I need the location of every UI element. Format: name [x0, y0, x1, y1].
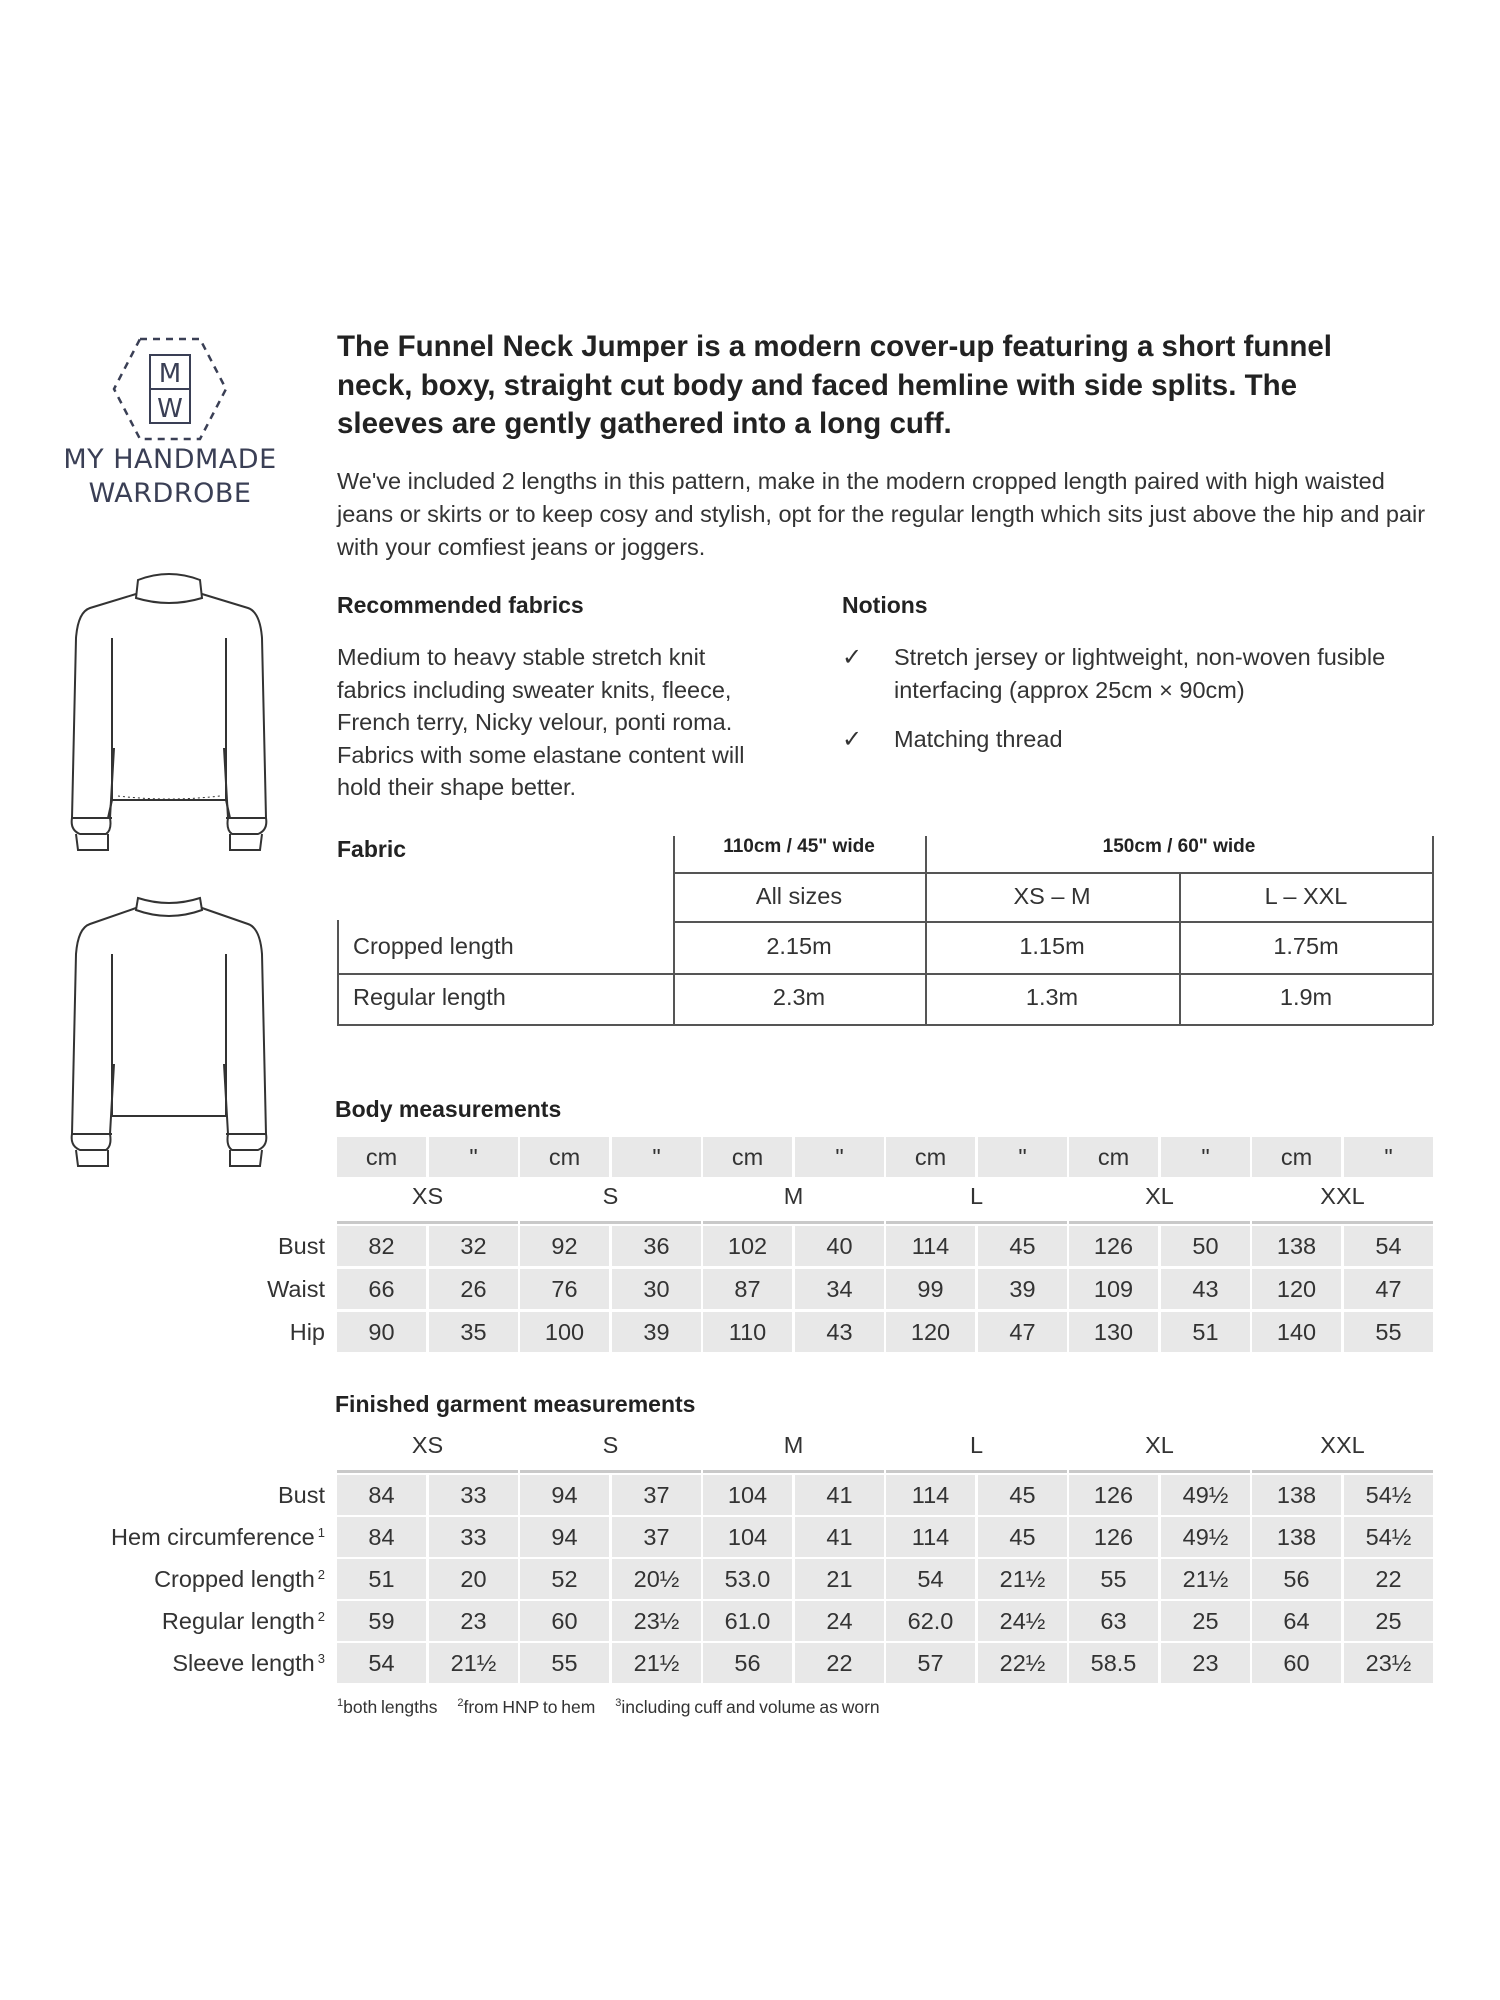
- divider: [925, 836, 927, 1025]
- measurement-cell: 92: [520, 1226, 609, 1266]
- unit-header: ": [1344, 1137, 1433, 1177]
- size-underline: [520, 1221, 701, 1224]
- unit-header: cm: [1252, 1137, 1341, 1177]
- row-label: Sleeve length $^3$: [172, 1650, 325, 1676]
- monogram-w: W: [157, 394, 183, 424]
- measurement-cell: 55: [1069, 1559, 1158, 1599]
- measurement-cell: 21½: [1161, 1559, 1250, 1599]
- measurement-cell: 43: [795, 1312, 884, 1352]
- fabric-requirements-table: [337, 836, 1433, 1026]
- fabric-value: 1.3m: [1025, 984, 1079, 1010]
- fabric-label: Fabric: [337, 836, 407, 862]
- measurement-cell: 50: [1161, 1226, 1250, 1266]
- measurement-cell: 84: [337, 1475, 426, 1515]
- measurement-cell: 45: [978, 1475, 1067, 1515]
- measurement-cell: 22½: [978, 1643, 1067, 1683]
- measurement-cell: 32: [429, 1226, 518, 1266]
- measurement-cell: 51: [1161, 1312, 1250, 1352]
- size-header-xxl: XXL: [1320, 1432, 1365, 1458]
- monogram-m: M: [158, 359, 182, 389]
- measurement-cell: 55: [1344, 1312, 1433, 1352]
- measurement-cell: 21½: [612, 1643, 701, 1683]
- size-underline: [703, 1221, 884, 1224]
- measurement-cell: 53.0: [703, 1559, 792, 1599]
- row-label-regular: Regular length: [353, 984, 506, 1010]
- footnote-2: $^2$from HNP to hem: [457, 1697, 596, 1717]
- divider: [673, 836, 675, 1025]
- notion-item: [842, 641, 1442, 706]
- measurement-cell: 60: [1252, 1643, 1341, 1683]
- row-label: Hem circumference $^1$: [111, 1524, 325, 1550]
- measurement-cell: 47: [978, 1312, 1067, 1352]
- notions-heading: Notions: [842, 592, 928, 618]
- recommended-fabrics-heading: Recommended fabrics: [337, 592, 584, 618]
- fabric-value: 1.15m: [1019, 933, 1085, 959]
- measurement-cell: 24½: [978, 1601, 1067, 1641]
- measurement-cell: 138: [1252, 1517, 1341, 1557]
- measurement-cell: 40: [795, 1226, 884, 1266]
- measurement-cell: 63: [1069, 1601, 1158, 1641]
- front-view-sketch-icon: [68, 568, 270, 868]
- measurement-cell: 66: [337, 1269, 426, 1309]
- measurement-cell: 138: [1252, 1226, 1341, 1266]
- measurement-cell: 126: [1069, 1226, 1158, 1266]
- measurement-cell: 94: [520, 1517, 609, 1557]
- measurement-cell: 23: [429, 1601, 518, 1641]
- measurement-cell: 99: [886, 1269, 975, 1309]
- measurement-cell: 130: [1069, 1312, 1158, 1352]
- measurement-cell: 110: [703, 1312, 792, 1352]
- unit-header: ": [612, 1137, 701, 1177]
- size-header-xs: XS: [411, 1432, 444, 1458]
- measurement-cell: 49½: [1161, 1517, 1250, 1557]
- unit-header: ": [429, 1137, 518, 1177]
- measurement-cell: 104: [703, 1517, 792, 1557]
- row-label: Regular length $^2$: [161, 1608, 325, 1634]
- measurement-cell: 41: [795, 1517, 884, 1557]
- measurement-cell: 21: [795, 1559, 884, 1599]
- measurement-cell: 90: [337, 1312, 426, 1352]
- row-label: Waist: [267, 1276, 325, 1302]
- measurement-cell: 54: [886, 1559, 975, 1599]
- divider: [337, 973, 1433, 975]
- size-underline: [337, 1221, 518, 1224]
- measurement-cell: 56: [703, 1643, 792, 1683]
- size-header-xs: XS: [411, 1183, 444, 1209]
- measurement-cell: 100: [520, 1312, 609, 1352]
- measurement-cell: 87: [703, 1269, 792, 1309]
- divider: [673, 872, 1433, 874]
- measurement-cell: 39: [978, 1269, 1067, 1309]
- measurement-cell: 23½: [612, 1601, 701, 1641]
- measurement-cell: 24: [795, 1601, 884, 1641]
- row-label: Bust: [277, 1233, 325, 1259]
- width-150-header: 150cm / 60" wide: [1102, 836, 1256, 857]
- size-underline: [520, 1470, 701, 1473]
- measurement-cell: 39: [612, 1312, 701, 1352]
- measurement-cell: 23½: [1344, 1643, 1433, 1683]
- brand-name-line1: MY HANDMADE: [63, 444, 277, 475]
- measurement-cell: 49½: [1161, 1475, 1250, 1515]
- measurement-cell: 56: [1252, 1559, 1341, 1599]
- measurement-cell: 114: [886, 1475, 975, 1515]
- recommended-fabrics-text: Medium to heavy stable stretch knit fabrics including sweater knits, fleece, French terry, Nicky velour, ponti roma. Fabrics with some elastane content will hold their shape better.: [337, 644, 745, 800]
- unit-header: cm: [886, 1137, 975, 1177]
- unit-header: ": [978, 1137, 1067, 1177]
- check-icon: ✓: [842, 725, 863, 753]
- measurement-cell: 82: [337, 1226, 426, 1266]
- measurement-cell: 20: [429, 1559, 518, 1599]
- size-underline: [1069, 1470, 1250, 1473]
- divider: [673, 921, 1433, 923]
- measurement-cell: 54½: [1344, 1475, 1433, 1515]
- notion-text: Matching thread: [894, 726, 1063, 752]
- size-header-xxl: XXL: [1320, 1183, 1365, 1209]
- measurement-cell: 21½: [429, 1643, 518, 1683]
- size-underline: [1252, 1221, 1433, 1224]
- measurement-cell: 22: [1344, 1559, 1433, 1599]
- measurement-cell: 84: [337, 1517, 426, 1557]
- divider: [1179, 872, 1181, 1025]
- size-xs-m: XS – M: [1013, 883, 1091, 909]
- measurement-cell: 22: [795, 1643, 884, 1683]
- check-icon: ✓: [842, 643, 863, 671]
- measurement-cell: 51: [337, 1559, 426, 1599]
- measurement-cell: 34: [795, 1269, 884, 1309]
- measurement-cell: 35: [429, 1312, 518, 1352]
- headline: The Funnel Neck Jumper is a modern cover-up featuring a short funnel neck, boxy, straight cut body and faced hemline with side splits. The sleeves are gently gathered into a long cuff.: [337, 330, 1332, 440]
- measurement-cell: 55: [520, 1643, 609, 1683]
- width-110-header: 110cm / 45" wide: [723, 836, 875, 857]
- measurement-cell: 109: [1069, 1269, 1158, 1309]
- row-label: Hip: [289, 1319, 325, 1345]
- measurement-cell: 21½: [978, 1559, 1067, 1599]
- measurement-cell: 36: [612, 1226, 701, 1266]
- size-underline: [337, 1470, 518, 1473]
- intro-paragraph: We've included 2 lengths in this pattern, make in the modern cropped length paired with high waisted jeans or skirts or to keep cosy and stylish, opt for the regular length which sits just above the hip and pair with your comfiest jeans or joggers.: [337, 468, 1426, 560]
- measurement-cell: 37: [612, 1517, 701, 1557]
- measurement-cell: 57: [886, 1643, 975, 1683]
- measurement-cell: 138: [1252, 1475, 1341, 1515]
- size-underline: [886, 1470, 1067, 1473]
- unit-header: cm: [703, 1137, 792, 1177]
- brand-logo: [60, 335, 280, 511]
- back-view-sketch-icon: [68, 888, 270, 1188]
- divider: [1432, 836, 1434, 1025]
- size-all: All sizes: [755, 883, 843, 909]
- measurement-cell: 126: [1069, 1475, 1158, 1515]
- measurement-cell: 45: [978, 1517, 1067, 1557]
- measurement-cell: 25: [1161, 1601, 1250, 1641]
- size-header-s: S: [602, 1432, 619, 1458]
- measurement-cell: 30: [612, 1269, 701, 1309]
- measurement-cell: 26: [429, 1269, 518, 1309]
- size-underline: [703, 1470, 884, 1473]
- measurement-cell: 104: [703, 1475, 792, 1515]
- measurement-cell: 47: [1344, 1269, 1433, 1309]
- measurement-cell: 64: [1252, 1601, 1341, 1641]
- monogram-icon: [110, 335, 230, 443]
- unit-header: ": [1161, 1137, 1250, 1177]
- fabric-value: 2.15m: [766, 933, 832, 959]
- measurement-cell: 126: [1069, 1517, 1158, 1557]
- fabric-value: 1.75m: [1273, 933, 1339, 959]
- measurement-cell: 62.0: [886, 1601, 975, 1641]
- unit-header: cm: [1069, 1137, 1158, 1177]
- finished-measurements-title: Finished garment measurements: [335, 1391, 696, 1417]
- measurement-cell: 52: [520, 1559, 609, 1599]
- size-header-m: M: [783, 1432, 804, 1458]
- row-label: Cropped length $^2$: [154, 1566, 325, 1592]
- measurement-cell: 120: [886, 1312, 975, 1352]
- size-header-s: S: [602, 1183, 619, 1209]
- row-label: Bust: [277, 1482, 325, 1508]
- notion-item: [842, 723, 1442, 756]
- footnotes: [337, 1697, 896, 1718]
- divider: [337, 1024, 1433, 1026]
- measurement-cell: 60: [520, 1601, 609, 1641]
- size-l-xxl: L – XXL: [1264, 883, 1348, 909]
- size-underline: [1252, 1470, 1433, 1473]
- unit-header: cm: [520, 1137, 609, 1177]
- measurement-cell: 140: [1252, 1312, 1341, 1352]
- body-measurements-title: Body measurements: [335, 1096, 562, 1122]
- measurement-cell: 114: [886, 1517, 975, 1557]
- measurement-cell: 120: [1252, 1269, 1341, 1309]
- unit-header: cm: [337, 1137, 426, 1177]
- measurement-cell: 25: [1344, 1601, 1433, 1641]
- measurement-cell: 43: [1161, 1269, 1250, 1309]
- measurement-cell: 59: [337, 1601, 426, 1641]
- size-header-m: M: [783, 1183, 804, 1209]
- notion-text: Stretch jersey or lightweight, non-woven fusible interfacing (approx 25cm × 90cm): [894, 644, 1386, 703]
- fabric-value: 1.9m: [1279, 984, 1333, 1010]
- measurement-cell: 76: [520, 1269, 609, 1309]
- size-header-l: L: [969, 1183, 984, 1209]
- measurement-cell: 23: [1161, 1643, 1250, 1683]
- measurement-cell: 94: [520, 1475, 609, 1515]
- measurement-cell: 33: [429, 1517, 518, 1557]
- measurement-cell: 114: [886, 1226, 975, 1266]
- size-underline: [886, 1221, 1067, 1224]
- footnote-1: $^1$both lengths: [337, 1697, 438, 1717]
- measurement-cell: 37: [612, 1475, 701, 1515]
- size-header-xl: XL: [1145, 1183, 1174, 1209]
- size-header-xl: XL: [1145, 1432, 1174, 1458]
- measurement-cell: 45: [978, 1226, 1067, 1266]
- footnote-3: $^3$including cuff and volume as worn: [615, 1697, 880, 1717]
- measurement-cell: 54: [337, 1643, 426, 1683]
- row-label-cropped: Cropped length: [353, 933, 514, 959]
- size-header-l: L: [969, 1432, 984, 1458]
- measurement-cell: 54: [1344, 1226, 1433, 1266]
- size-underline: [1069, 1221, 1250, 1224]
- measurement-cell: 58.5: [1069, 1643, 1158, 1683]
- measurement-cell: 54½: [1344, 1517, 1433, 1557]
- measurement-cell: 33: [429, 1475, 518, 1515]
- unit-header: ": [795, 1137, 884, 1177]
- measurement-cell: 41: [795, 1475, 884, 1515]
- measurement-cell: 61.0: [703, 1601, 792, 1641]
- brand-name-line2: WARDROBE: [88, 478, 252, 509]
- fabric-value: 2.3m: [772, 984, 826, 1010]
- measurement-cell: 20½: [612, 1559, 701, 1599]
- measurement-cell: 102: [703, 1226, 792, 1266]
